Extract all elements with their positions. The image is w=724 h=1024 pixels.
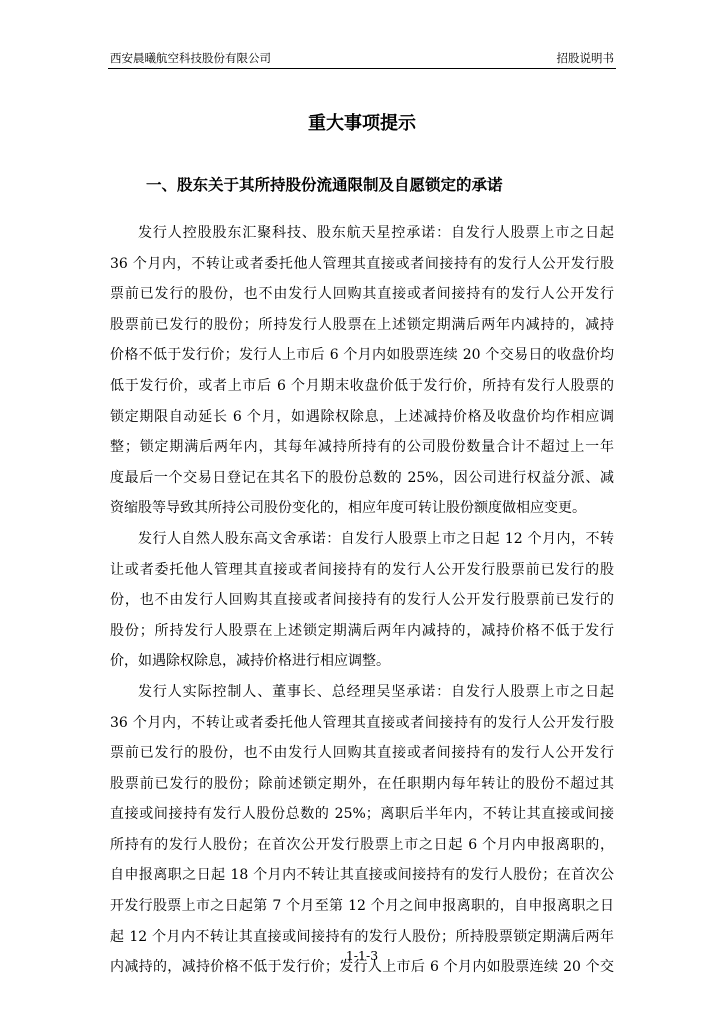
body-text xyxy=(110,218,614,983)
text-line: 发行人自然人股东高文舍承诺：自发行人股票上市之日起 12 个月内，不转 xyxy=(138,530,614,547)
text-line: 开发行股票上市之日起第 7 个月至第 12 个月之间申报离职的，自申报离职之日 xyxy=(110,898,614,915)
text-line: 价，如遇除权除息，减持价格进行相应调整。 xyxy=(110,653,390,670)
text-line: 票前已发行的股份，也不由发行人回购其直接或者间接持有的发行人公开发行 xyxy=(110,745,614,762)
page-header xyxy=(108,48,616,69)
section-heading: 一、股东关于其所持股份流通限制及自愿锁定的承诺 xyxy=(146,176,503,194)
document-title: 重大事项提示 xyxy=(308,113,416,134)
text-line: 起 12 个月内不转让其直接或间接持有的发行人股份；所持股票锁定期满后两年 xyxy=(110,928,614,945)
text-line: 直接或间接持有发行人股份总数的 25%；离职后半年内，不转让其直接或间接 xyxy=(110,806,614,823)
page-number: 1-1-3 xyxy=(345,948,379,963)
text-line: 份，也不由发行人回购其直接或者间接持有的发行人公开发行股票前已发行的 xyxy=(110,592,614,609)
header-document-type: 招股说明书 xyxy=(556,51,614,65)
text-line: 股票前已发行的股份；除前述锁定期外，在任职期内每年转让的股份不超过其 xyxy=(110,775,614,792)
text-line: 36 个月内，不转让或者委托他人管理其直接或者间接持有的发行人公开发行股 xyxy=(110,714,614,731)
text-line: 让或者委托他人管理其直接或者间接持有的发行人公开发行股票前已发行的股 xyxy=(110,561,614,578)
header-company-name: 西安晨曦航空科技股份有限公司 xyxy=(110,51,271,65)
text-line: 股份；所持发行人股票在上述锁定期满后两年内减持的，减持价格不低于发行 xyxy=(110,622,614,639)
text-line: 票前已发行的股份，也不由发行人回购其直接或者间接持有的发行人公开发行 xyxy=(110,286,614,303)
text-line: 价格不低于发行价；发行人上市后 6 个月内如股票连续 20 个交易日的收盘价均 xyxy=(110,347,614,364)
text-line: 股票前已发行的股份；所持发行人股票在上述锁定期满后两年内减持的，减持 xyxy=(110,316,614,333)
text-line: 资缩股等导致其所持公司股份变化的，相应年度可转让股份额度做相应变更。 xyxy=(110,500,586,517)
text-line: 锁定期限自动延长 6 个月，如遇除权除息，上述减持价格及收盘价均作相应调 xyxy=(110,408,614,425)
text-line: 自申报离职之日起 18 个月内不转让其直接或间接持有的发行人股份；在首次公 xyxy=(110,867,614,884)
text-line: 度最后一个交易日登记在其名下的股份总数的 25%，因公司进行权益分派、减 xyxy=(110,469,614,486)
text-line: 所持有的发行人股份；在首次公开发行股票上市之日起 6 个月内申报离职的， xyxy=(110,836,614,853)
text-line: 36 个月内，不转让或者委托他人管理其直接或者间接持有的发行人公开发行股 xyxy=(110,255,614,272)
text-line: 发行人控股股东汇聚科技、股东航天星控承诺：自发行人股票上市之日起 xyxy=(138,225,614,241)
text-line: 整；锁定期满后两年内，其每年减持所持有的公司股份数量合计不超过上一年 xyxy=(110,439,614,456)
text-line: 低于发行价，或者上市后 6 个月期末收盘价低于发行价，所持有发行人股票的 xyxy=(110,377,614,394)
text-line: 内减持的，减持价格不低于发行价；发行人上市后 6 个月内如股票连续 20 个交 xyxy=(110,959,614,976)
text-line: 发行人实际控制人、董事长、总经理吴坚承诺：自发行人股票上市之日起 xyxy=(138,683,614,700)
